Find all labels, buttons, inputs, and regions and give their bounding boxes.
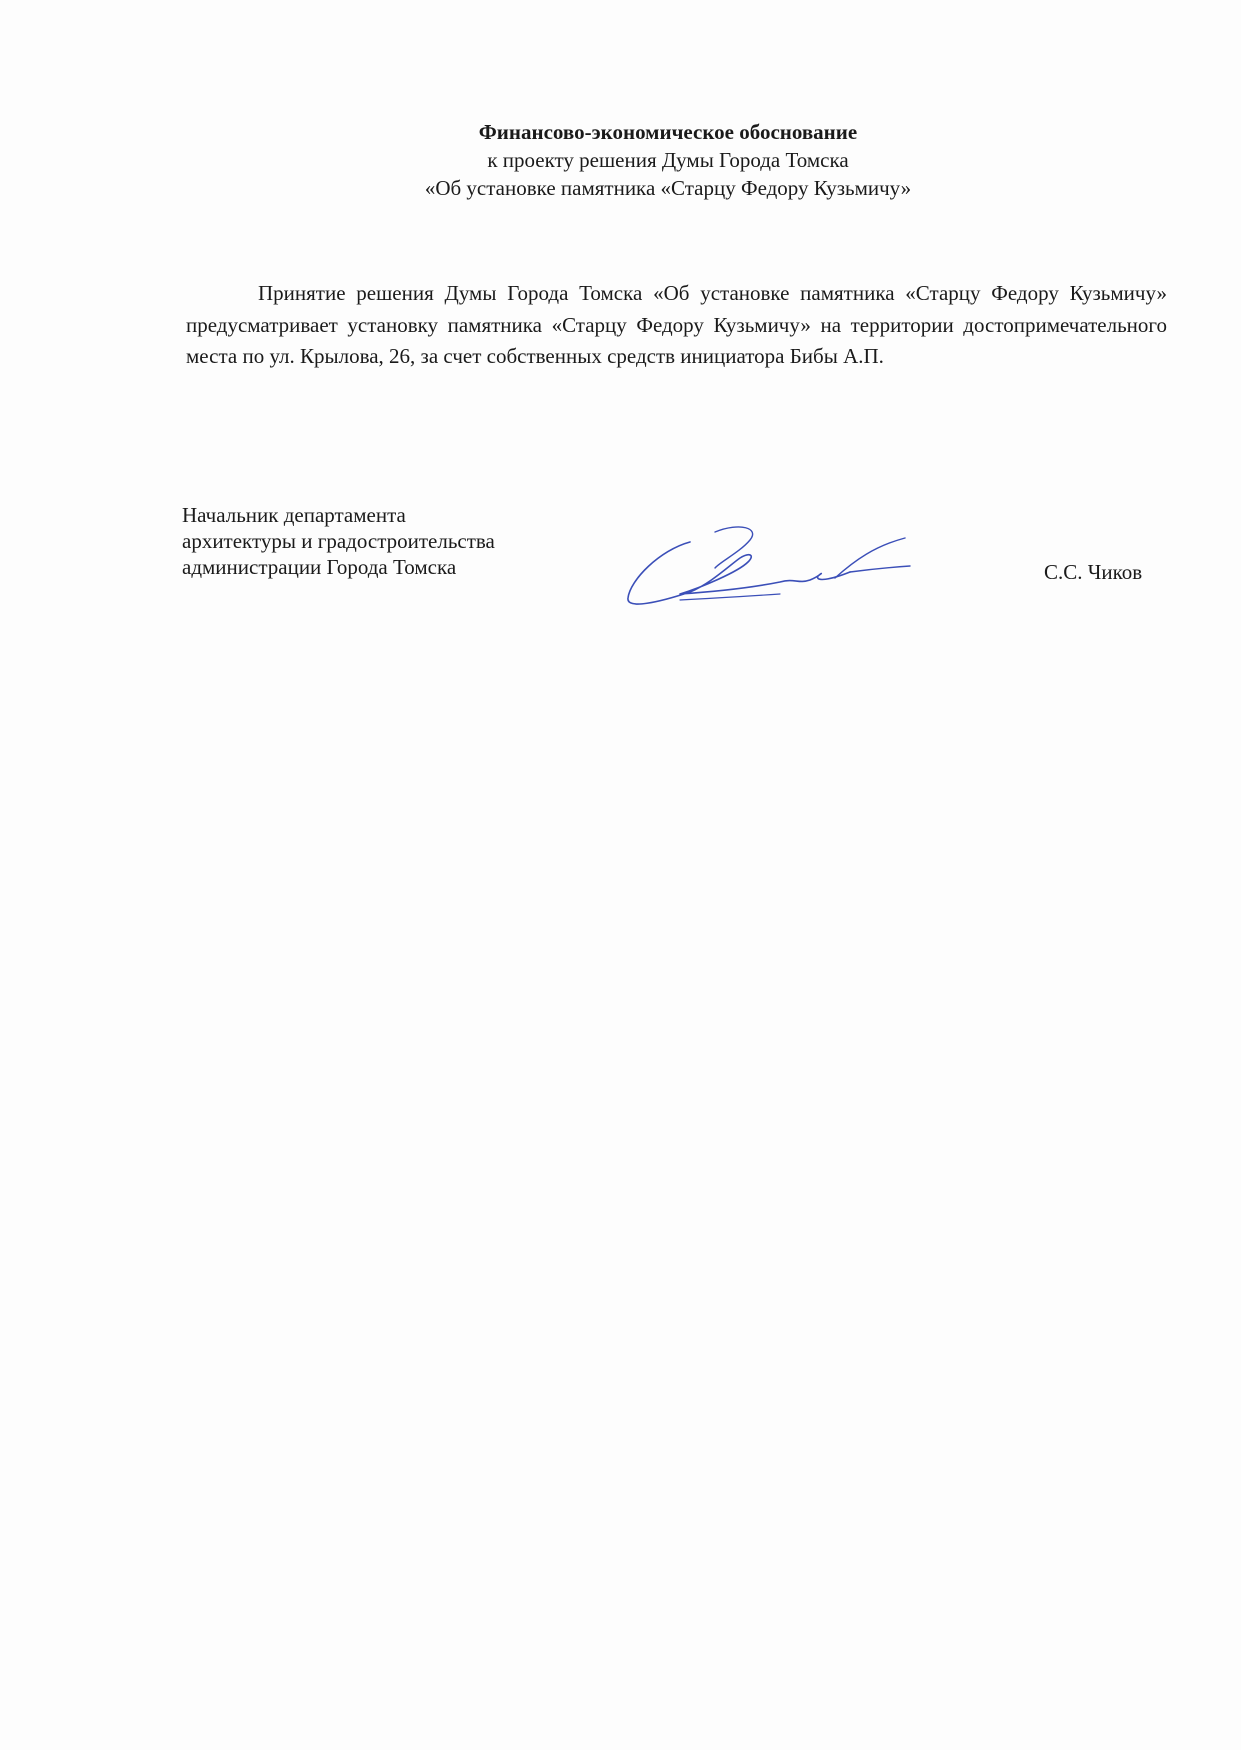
signer-position-line-3: администрации Города Томска — [182, 555, 457, 579]
signature-stroke-tail — [835, 538, 910, 578]
signer-position-line-1: Начальник департамента — [182, 503, 406, 527]
handwritten-signature — [620, 510, 920, 610]
body-paragraph: Принятие решения Думы Города Томска «Об установке памятника «Старцу Федору Кузьмичу» предусматривает установку памятника «Старцу Федору Кузьмичу» на территории достопримечательного места по ул. Крылова, 26, за счет собственных средств инициатора Бибы А.П. — [186, 281, 1167, 368]
signer-position — [182, 502, 495, 580]
document-subtitle-line-1: к проекту решения Думы Города Томска — [487, 148, 849, 172]
document-title: Финансово-экономическое обоснование — [478, 120, 858, 144]
document-heading — [0, 118, 1241, 202]
signature-stroke-underline — [680, 594, 780, 600]
signature-stroke-main — [628, 542, 850, 604]
signer-position-line-2: архитектуры и градостроительства — [182, 529, 495, 553]
signer-name: С.С. Чиков — [1044, 560, 1143, 584]
document-subtitle-line-2: «Об установке памятника «Старцу Федору Кузьмичу» — [424, 176, 912, 200]
